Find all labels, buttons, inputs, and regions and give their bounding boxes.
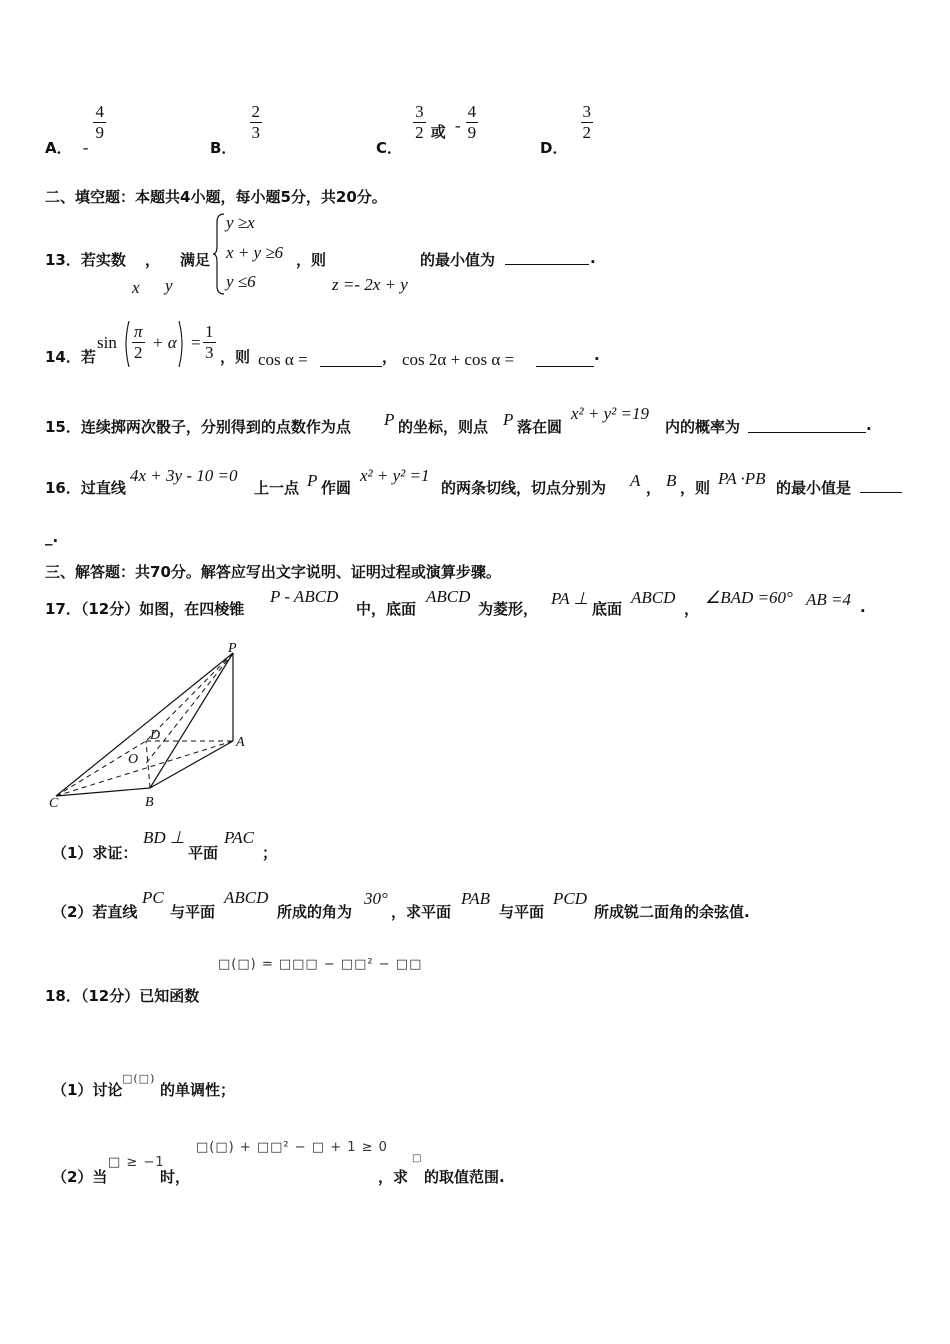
- section-3-heading: 三、解答题：共70分。解答应写出文字说明、证明过程或演算步骤。: [45, 563, 501, 581]
- q16-point-b: B: [666, 471, 677, 490]
- q14-right-paren: [178, 320, 186, 368]
- q16-point-p: P: [307, 471, 318, 490]
- q17-part1-pac: PAC: [224, 828, 254, 847]
- option-a-label: A．: [45, 139, 72, 157]
- q14-comma: ，: [382, 348, 398, 366]
- q16-point-a: A: [630, 471, 641, 490]
- q17-part1-end: ；: [262, 844, 278, 862]
- q14-prefix: 14．若: [45, 348, 96, 366]
- q13-tail: 的最小值为: [420, 251, 496, 269]
- q14-blank-2: [536, 352, 594, 367]
- q14-one-third: $\frac{1}{3}$: [205, 322, 214, 362]
- q15-circle-eq: x² + y² =19: [571, 404, 649, 423]
- q17-part2-t3: ，求平面: [391, 903, 452, 921]
- q17-part1-label: （1）求证：: [52, 844, 138, 862]
- q13-prefix: 13．若实数: [45, 251, 126, 269]
- option-a: [45, 102, 106, 157]
- q16-text-6: 的最小值是: [776, 479, 852, 497]
- option-d: [540, 102, 593, 157]
- q16-text-5: ，则: [680, 479, 711, 497]
- q17-base: ABCD: [426, 587, 471, 606]
- q14-blank-1: [320, 352, 382, 367]
- q16-line-eq: 4x + 3y - 10 =0: [130, 466, 238, 485]
- q16-answer-blank: [860, 478, 902, 493]
- q17-text-3: 为菱形，: [478, 600, 539, 618]
- q18-part2-var-image: □: [412, 1153, 423, 1164]
- q17-part2-label: （2）若直线: [52, 903, 138, 921]
- q14-cos-alpha: cos α =: [258, 350, 308, 369]
- edge-cd: [56, 741, 146, 796]
- q14-left-paren: [122, 320, 130, 368]
- q13-var-y: y: [165, 276, 173, 295]
- option-d-fraction: $\frac{3}{2}$: [582, 102, 592, 142]
- option-a-sign: -: [82, 138, 89, 157]
- q18-part1-func-image: □(□): [122, 1072, 156, 1085]
- q13-comma: ，: [145, 251, 161, 269]
- edge-pb: [150, 653, 233, 788]
- option-d-label: D．: [540, 139, 568, 157]
- edge-ba: [150, 741, 233, 788]
- q15-point-p-2: P: [503, 410, 514, 429]
- q17-comma: ，: [684, 600, 700, 618]
- q17-part2-pcd: PCD: [553, 889, 587, 908]
- q16-comma: ，: [646, 479, 662, 497]
- q17-part2-pab: PAB: [461, 889, 490, 908]
- q15-end: .: [866, 416, 872, 434]
- label-o: O: [128, 752, 139, 767]
- q15-text-2: 的坐标，则点: [398, 418, 489, 436]
- q18-function-image: □(□) = □□□ − □□² − □□: [218, 957, 423, 972]
- q14-plus-alpha: + α: [152, 333, 177, 352]
- option-c-or: 或: [430, 123, 446, 141]
- label-a: A: [236, 735, 245, 750]
- q17-part1-plane: 平面: [188, 844, 219, 862]
- q17-part2-angle: 30°: [364, 889, 388, 908]
- q17-angle: ∠BAD =60°: [705, 588, 793, 607]
- q15-answer-blank: [748, 418, 866, 433]
- option-c-fraction-2: $\frac{4}{9}$: [467, 102, 477, 142]
- q13-then: ，则: [296, 251, 327, 269]
- q17-pyramid-figure: [40, 638, 260, 813]
- q13-answer-blank: [505, 250, 589, 265]
- q15-text-3: 落在圆: [517, 418, 563, 436]
- q16-text-4: 的两条切线，切点分别为: [441, 479, 607, 497]
- q13-constraint-3: y ≤6: [226, 272, 256, 291]
- q17-pa-perp: PA ⊥: [551, 589, 589, 608]
- q17-part2-t5: 所成锐二面角的余弦值.: [594, 903, 750, 921]
- q18-part2-inequality-image: □(□) + □□² − □ + 1 ≥ 0: [196, 1140, 388, 1155]
- q14-end: .: [594, 346, 600, 364]
- q17-pyramid: P - ABCD: [270, 587, 339, 606]
- option-b-fraction: $\frac{2}{3}$: [251, 102, 261, 142]
- diag-bd: [146, 741, 150, 788]
- q17-ab-length: AB =4: [806, 590, 851, 609]
- q13-objective: z =- 2x + y: [332, 275, 408, 294]
- q13-var-x: x: [132, 278, 140, 297]
- q15-text-1: 15．连续掷两次骰子，分别得到的点数作为点: [45, 418, 351, 436]
- label-p: P: [228, 641, 237, 656]
- q17-part2-t1: 与平面: [170, 903, 216, 921]
- option-b-label: B．: [210, 139, 237, 157]
- q18-part2-tail: 的取值范围.: [424, 1168, 505, 1186]
- option-c-sign: -: [454, 116, 461, 135]
- q13-satisfy: 满足: [180, 251, 211, 269]
- q16-continuation: _.: [45, 528, 59, 546]
- q17-base-2: ABCD: [631, 588, 676, 607]
- q18-part1-label: （1）讨论: [52, 1081, 123, 1099]
- q18-part2-label: （2）当: [52, 1168, 108, 1186]
- q14-pi-over-2: $\frac{\pi}{2}$: [134, 322, 143, 362]
- q18-part2-t2: ，求: [378, 1168, 409, 1186]
- q17-part2-t4: 与平面: [499, 903, 545, 921]
- q17-text-1: 17．（12分）如图，在四棱锥: [45, 600, 245, 618]
- q13-brace: [212, 212, 226, 296]
- q13-constraint-2: x + y ≥6: [226, 243, 284, 262]
- q18-part2-t1: 时，: [160, 1168, 191, 1186]
- q14-then: ，则: [220, 348, 251, 366]
- q13-end: .: [590, 249, 596, 267]
- label-d: D: [150, 728, 161, 743]
- option-b: [210, 102, 262, 157]
- label-b: B: [145, 795, 154, 810]
- q14-equals: =: [191, 333, 201, 352]
- q18-part2-condition-image: □ ≥ −1: [108, 1155, 165, 1170]
- q16-text-1: 16．过直线: [45, 479, 126, 497]
- edge-cb: [56, 788, 150, 796]
- q15-text-4: 内的概率为: [665, 418, 741, 436]
- edge-pc: [56, 653, 233, 796]
- q13-constraint-1: y ≥x: [226, 213, 255, 232]
- q14-cos-2alpha: cos 2α + cos α =: [402, 350, 515, 369]
- label-c: C: [49, 796, 59, 811]
- q17-part2-t2: 所成的角为: [277, 903, 353, 921]
- option-c-label: C．: [376, 139, 403, 157]
- q17-part1-bd: BD ⊥: [143, 828, 185, 847]
- q14-sin: sin: [97, 333, 117, 352]
- option-c-fraction-1: $\frac{3}{2}$: [415, 102, 424, 142]
- q16-text-2: 上一点: [254, 479, 300, 497]
- q15-point-p: P: [384, 410, 395, 429]
- q18-text-1: 18．（12分）已知函数: [45, 987, 200, 1005]
- q18-part1-tail: 的单调性；: [160, 1081, 236, 1099]
- q17-part2-pc: PC: [142, 888, 164, 907]
- q17-end: .: [860, 598, 866, 616]
- q17-text-4: 底面: [592, 600, 623, 618]
- q17-text-2: 中，底面: [356, 600, 417, 618]
- q16-circle-eq: x² + y² =1: [360, 466, 430, 485]
- q16-dot-product: PA ·PB: [718, 469, 766, 488]
- diag-ca: [56, 741, 233, 796]
- section-2-heading: 二、填空题：本题共4小题，每小题5分，共20分。: [45, 188, 387, 206]
- option-a-fraction: $\frac{4}{9}$: [95, 102, 104, 142]
- q17-part2-abcd: ABCD: [224, 888, 269, 907]
- option-c: [376, 102, 478, 157]
- q16-text-3: 作圆: [321, 479, 352, 497]
